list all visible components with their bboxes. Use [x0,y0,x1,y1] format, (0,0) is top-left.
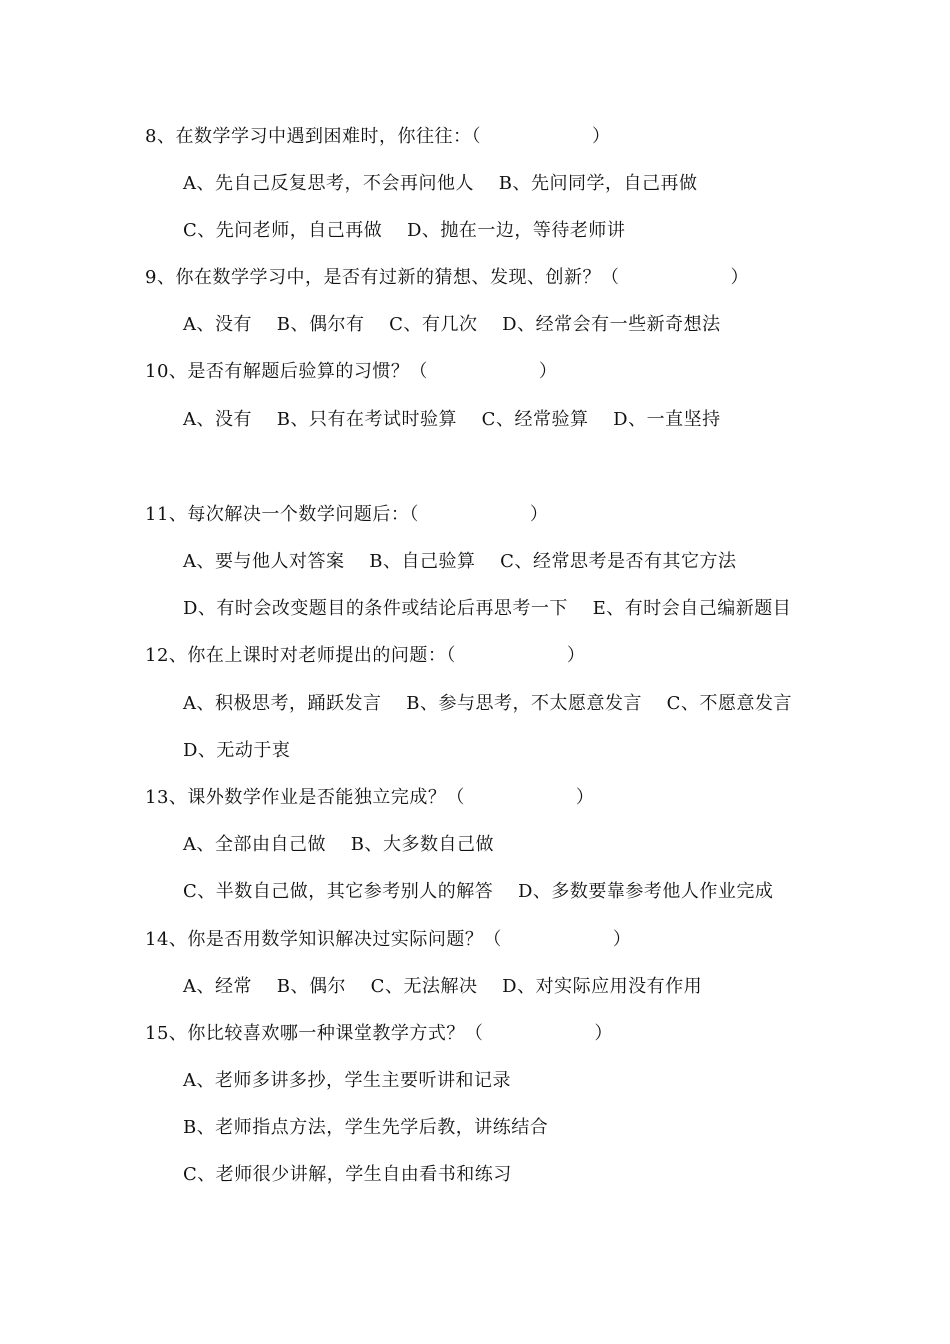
question-10: 10、是否有解题后验算的习惯？（ ） [145,361,558,382]
question-15-options-line-3: C、老师很少讲解，学生自由看书和练习 [183,1164,512,1185]
question-8-options-line-1: A、先自己反复思考，不会再问他人 B、先问同学，自己再做 [183,173,698,194]
question-14-options-line-1: A、经常 B、偶尔 C、无法解决 D、对实际应用没有作用 [183,976,703,997]
question-15: 15、你比较喜欢哪一种课堂教学方式？（ ） [145,1023,613,1044]
question-13-options-line-1: A、全部由自己做 B、大多数自己做 [183,834,494,855]
question-8-options-line-2: C、先问老师，自己再做 D、抛在一边，等待老师讲 [183,220,626,241]
question-11-options-line-1: A、要与他人对答案 B、自己验算 C、经常思考是否有其它方法 [183,551,737,572]
question-9: 9、你在数学学习中，是否有过新的猜想、发现、创新？（ ） [145,267,749,288]
question-14: 14、你是否用数学知识解决过实际问题？（ ） [145,929,632,950]
question-9-options-line-1: A、没有 B、偶尔有 C、有几次 D、经常会有一些新奇想法 [183,314,721,335]
question-15-options-line-1: A、老师多讲多抄，学生主要听讲和记录 [183,1070,511,1091]
question-11-options-line-2: D、有时会改变题目的条件或结论后再思考一下 E、有时会自己编新题目 [183,598,792,619]
question-13-options-line-2: C、半数自己做，其它参考别人的解答 D、多数要靠参考他人作业完成 [183,881,774,902]
question-10-options-line-1: A、没有 B、只有在考试时验算 C、经常验算 D、一直坚持 [183,409,721,430]
question-12-options-line-2: D、无动于衷 [183,740,291,761]
question-11: 11、每次解决一个数学问题后：（ ） [145,504,549,525]
question-12-options-line-1: A、积极思考，踊跃发言 B、参与思考，不太愿意发言 C、不愿意发言 [183,693,792,714]
question-13: 13、课外数学作业是否能独立完成？（ ） [145,787,595,808]
question-12: 12、你在上课时对老师提出的问题：（ ） [145,645,586,666]
question-8: 8、在数学学习中遇到困难时，你往往：（ ） [145,126,611,147]
question-15-options-line-2: B、老师指点方法，学生先学后教，讲练结合 [183,1117,549,1138]
